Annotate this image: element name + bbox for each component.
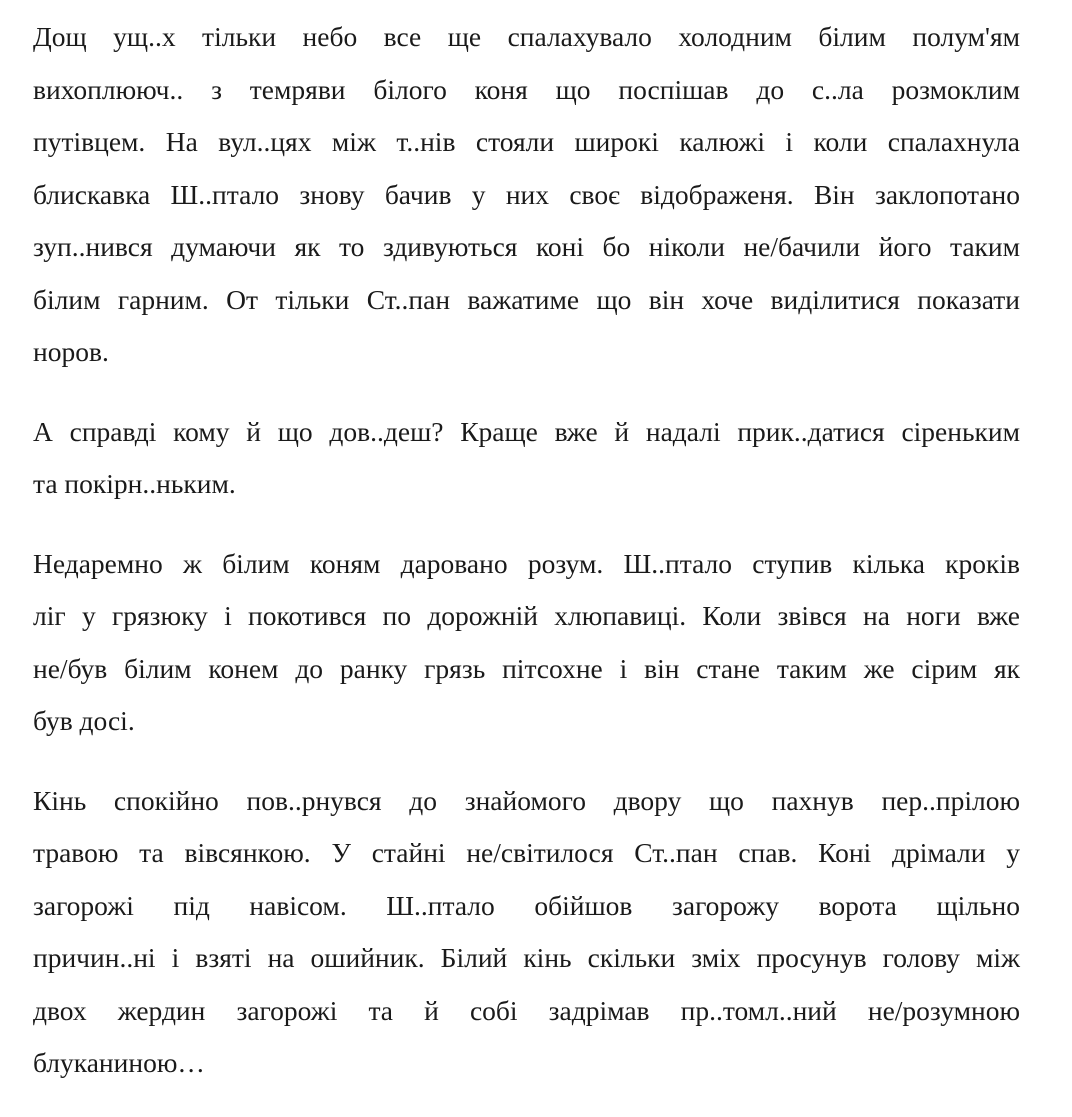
text-line: та покірн..ньким. (33, 468, 236, 499)
document-body (33, 11, 1020, 1117)
text-line: двох жердин загорожі та й собі задрімав пр..томл..ний не/розумною (33, 994, 1020, 1026)
text-line: Недаремно ж білим коням даровано розум. Ш..птало ступив кілька кроків (33, 547, 1020, 579)
text-line: не/був білим конем до ранку грязь пітсохне і він стане таким же сірим як (33, 652, 1020, 684)
text-line: норов. (33, 336, 109, 367)
text-line: білим гарним. От тільки Ст..пан важатиме що він хоче виділитися показати (33, 283, 1020, 315)
text-line: Кінь спокійно пов..рнувся до знайомого двору що пахнув пер..прілою (33, 784, 1020, 816)
text-line: А справді кому й що дов..деш? Краще вже й надалі прик..датися сіреньким (33, 415, 1020, 447)
text-line: був досі. (33, 705, 135, 736)
text-line: причин..ні і взяті на ошийник. Білий кінь скільки зміх просунув голову між (33, 942, 1020, 973)
text-line: ліг у грязюку і покотився по дорожній хлюпавиці. Коли звівся на ноги вже (33, 600, 1020, 631)
text-line: Дощ ущ..х тільки небо все ще спалахувало холодним білим полум'ям (33, 21, 1020, 52)
paragraph-1 (33, 11, 1020, 379)
text-line: зуп..нився думаючи як то здивуються коні бо ніколи не/бачили його таким (33, 231, 1020, 262)
text-line: блуканиною… (33, 1047, 205, 1078)
paragraph-4 (33, 775, 1020, 1090)
text-line: блискавка Ш..птало знову бачив у них своє відображеня. Він заклопотано (33, 178, 1020, 210)
text-line: путівцем. На вул..цях між т..нів стояли широкі калюжі і коли спалахнула (33, 126, 1020, 157)
paragraph-2 (33, 406, 1020, 511)
text-line: загорожі під навісом. Ш..птало обійшов загорожу ворота щільно (33, 889, 1020, 921)
text-line: вихоплююч.. з темряви білого коня що поспішав до с..ла розмоклим (33, 73, 1020, 105)
paragraph-3 (33, 538, 1020, 748)
text-line: травою та вівсянкою. У стайні не/світилося Ст..пан спав. Коні дрімали у (33, 837, 1020, 868)
